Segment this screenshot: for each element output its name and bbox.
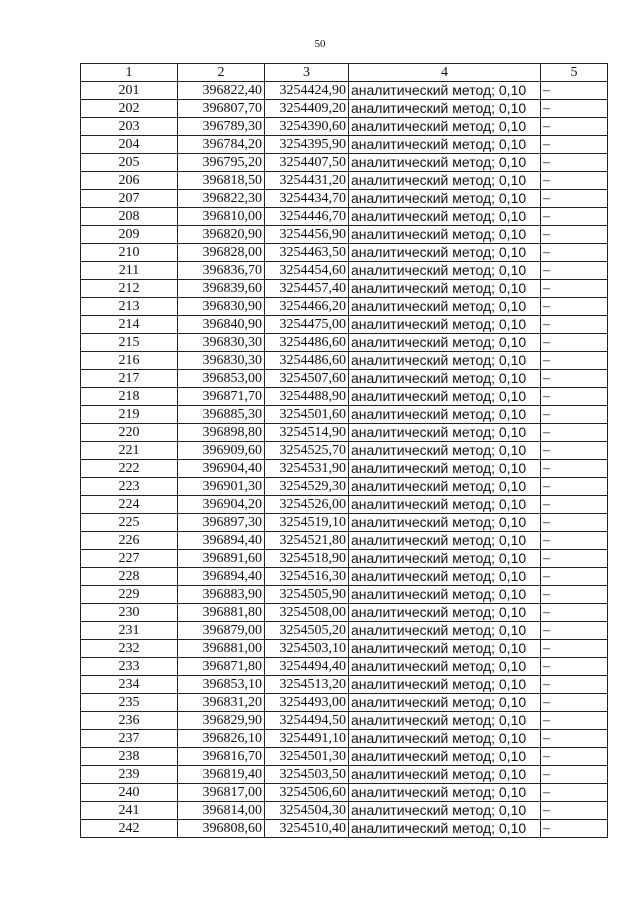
table-row [81, 154, 608, 172]
point-number-cell: 223 [81, 478, 178, 496]
x-coordinate-cell: 396836,70 [178, 262, 265, 280]
x-coordinate-cell: 396885,30 [178, 406, 265, 424]
method-accuracy-cell: аналитический метод; 0,10 [349, 406, 541, 424]
table-row [81, 730, 608, 748]
x-coordinate-cell: 396853,00 [178, 370, 265, 388]
table-row [81, 604, 608, 622]
table-row [81, 118, 608, 136]
method-accuracy-cell: аналитический метод; 0,10 [349, 262, 541, 280]
table-row [81, 298, 608, 316]
y-coordinate-cell: 3254424,90 [265, 82, 349, 100]
x-coordinate-cell: 396894,40 [178, 532, 265, 550]
method-accuracy-cell: аналитический метод; 0,10 [349, 658, 541, 676]
point-number-cell: 222 [81, 460, 178, 478]
error-cell: – [541, 280, 608, 298]
y-coordinate-cell: 3254521,80 [265, 532, 349, 550]
point-number-cell: 212 [81, 280, 178, 298]
point-number-cell: 220 [81, 424, 178, 442]
error-cell: – [541, 478, 608, 496]
method-accuracy-cell: аналитический метод; 0,10 [349, 622, 541, 640]
x-coordinate-cell: 396901,30 [178, 478, 265, 496]
y-coordinate-cell: 3254506,60 [265, 784, 349, 802]
table-body [81, 82, 608, 838]
x-coordinate-cell: 396909,60 [178, 442, 265, 460]
point-number-cell: 208 [81, 208, 178, 226]
method-accuracy-cell: аналитический метод; 0,10 [349, 766, 541, 784]
point-number-cell: 234 [81, 676, 178, 694]
method-accuracy-cell: аналитический метод; 0,10 [349, 712, 541, 730]
table-row [81, 784, 608, 802]
x-coordinate-cell: 396828,00 [178, 244, 265, 262]
x-coordinate-cell: 396808,60 [178, 820, 265, 838]
point-number-cell: 207 [81, 190, 178, 208]
point-number-cell: 229 [81, 586, 178, 604]
error-cell: – [541, 226, 608, 244]
table-row [81, 766, 608, 784]
y-coordinate-cell: 3254486,60 [265, 334, 349, 352]
y-coordinate-cell: 3254526,00 [265, 496, 349, 514]
error-cell: – [541, 658, 608, 676]
error-cell: – [541, 136, 608, 154]
point-number-cell: 210 [81, 244, 178, 262]
point-number-cell: 206 [81, 172, 178, 190]
x-coordinate-cell: 396795,20 [178, 154, 265, 172]
error-cell: – [541, 532, 608, 550]
error-cell: – [541, 604, 608, 622]
error-cell: – [541, 298, 608, 316]
table-row [81, 586, 608, 604]
method-accuracy-cell: аналитический метод; 0,10 [349, 640, 541, 658]
x-coordinate-cell: 396904,40 [178, 460, 265, 478]
header-col-5: 5 [541, 64, 608, 82]
error-cell: – [541, 568, 608, 586]
method-accuracy-cell: аналитический метод; 0,10 [349, 784, 541, 802]
point-number-cell: 239 [81, 766, 178, 784]
table-row [81, 802, 608, 820]
y-coordinate-cell: 3254519,10 [265, 514, 349, 532]
error-cell: – [541, 766, 608, 784]
point-number-cell: 230 [81, 604, 178, 622]
method-accuracy-cell: аналитический метод; 0,10 [349, 298, 541, 316]
y-coordinate-cell: 3254501,60 [265, 406, 349, 424]
y-coordinate-cell: 3254431,20 [265, 172, 349, 190]
error-cell: – [541, 586, 608, 604]
error-cell: – [541, 208, 608, 226]
point-number-cell: 233 [81, 658, 178, 676]
point-number-cell: 219 [81, 406, 178, 424]
error-cell: – [541, 172, 608, 190]
method-accuracy-cell: аналитический метод; 0,10 [349, 244, 541, 262]
x-coordinate-cell: 396814,00 [178, 802, 265, 820]
y-coordinate-cell: 3254395,90 [265, 136, 349, 154]
y-coordinate-cell: 3254488,90 [265, 388, 349, 406]
method-accuracy-cell: аналитический метод; 0,10 [349, 550, 541, 568]
y-coordinate-cell: 3254525,70 [265, 442, 349, 460]
error-cell: – [541, 190, 608, 208]
header-col-2: 2 [178, 64, 265, 82]
error-cell: – [541, 388, 608, 406]
table-row [81, 370, 608, 388]
table-row [81, 820, 608, 838]
method-accuracy-cell: аналитический метод; 0,10 [349, 208, 541, 226]
error-cell: – [541, 262, 608, 280]
y-coordinate-cell: 3254457,40 [265, 280, 349, 298]
x-coordinate-cell: 396830,30 [178, 334, 265, 352]
error-cell: – [541, 550, 608, 568]
table-row [81, 136, 608, 154]
x-coordinate-cell: 396871,70 [178, 388, 265, 406]
y-coordinate-cell: 3254493,00 [265, 694, 349, 712]
method-accuracy-cell: аналитический метод; 0,10 [349, 424, 541, 442]
y-coordinate-cell: 3254434,70 [265, 190, 349, 208]
x-coordinate-cell: 396894,40 [178, 568, 265, 586]
x-coordinate-cell: 396853,10 [178, 676, 265, 694]
table-row [81, 172, 608, 190]
error-cell: – [541, 820, 608, 838]
method-accuracy-cell: аналитический метод; 0,10 [349, 388, 541, 406]
point-number-cell: 237 [81, 730, 178, 748]
method-accuracy-cell: аналитический метод; 0,10 [349, 316, 541, 334]
y-coordinate-cell: 3254463,50 [265, 244, 349, 262]
x-coordinate-cell: 396820,90 [178, 226, 265, 244]
table-row [81, 352, 608, 370]
table-row [81, 460, 608, 478]
table-row [81, 316, 608, 334]
x-coordinate-cell: 396839,60 [178, 280, 265, 298]
table-row [81, 496, 608, 514]
y-coordinate-cell: 3254531,90 [265, 460, 349, 478]
error-cell: – [541, 676, 608, 694]
error-cell: – [541, 802, 608, 820]
point-number-cell: 202 [81, 100, 178, 118]
error-cell: – [541, 316, 608, 334]
x-coordinate-cell: 396883,90 [178, 586, 265, 604]
y-coordinate-cell: 3254518,90 [265, 550, 349, 568]
y-coordinate-cell: 3254409,20 [265, 100, 349, 118]
table-row [81, 442, 608, 460]
table-row [81, 676, 608, 694]
method-accuracy-cell: аналитический метод; 0,10 [349, 676, 541, 694]
point-number-cell: 213 [81, 298, 178, 316]
y-coordinate-cell: 3254504,30 [265, 802, 349, 820]
y-coordinate-cell: 3254491,10 [265, 730, 349, 748]
y-coordinate-cell: 3254503,50 [265, 766, 349, 784]
x-coordinate-cell: 396830,30 [178, 352, 265, 370]
method-accuracy-cell: аналитический метод; 0,10 [349, 532, 541, 550]
point-number-cell: 231 [81, 622, 178, 640]
method-accuracy-cell: аналитический метод; 0,10 [349, 694, 541, 712]
x-coordinate-cell: 396817,00 [178, 784, 265, 802]
y-coordinate-cell: 3254514,90 [265, 424, 349, 442]
table-row [81, 694, 608, 712]
point-number-cell: 205 [81, 154, 178, 172]
method-accuracy-cell: аналитический метод; 0,10 [349, 442, 541, 460]
point-number-cell: 214 [81, 316, 178, 334]
method-accuracy-cell: аналитический метод; 0,10 [349, 820, 541, 838]
method-accuracy-cell: аналитический метод; 0,10 [349, 226, 541, 244]
y-coordinate-cell: 3254507,60 [265, 370, 349, 388]
point-number-cell: 225 [81, 514, 178, 532]
error-cell: – [541, 622, 608, 640]
table-row [81, 514, 608, 532]
point-number-cell: 215 [81, 334, 178, 352]
method-accuracy-cell: аналитический метод; 0,10 [349, 154, 541, 172]
error-cell: – [541, 748, 608, 766]
table-row [81, 226, 608, 244]
x-coordinate-cell: 396822,30 [178, 190, 265, 208]
x-coordinate-cell: 396810,00 [178, 208, 265, 226]
method-accuracy-cell: аналитический метод; 0,10 [349, 496, 541, 514]
error-cell: – [541, 694, 608, 712]
table-row [81, 550, 608, 568]
table-row [81, 388, 608, 406]
table-row [81, 262, 608, 280]
method-accuracy-cell: аналитический метод; 0,10 [349, 604, 541, 622]
y-coordinate-cell: 3254407,50 [265, 154, 349, 172]
method-accuracy-cell: аналитический метод; 0,10 [349, 514, 541, 532]
y-coordinate-cell: 3254516,30 [265, 568, 349, 586]
method-accuracy-cell: аналитический метод; 0,10 [349, 478, 541, 496]
error-cell: – [541, 460, 608, 478]
method-accuracy-cell: аналитический метод; 0,10 [349, 370, 541, 388]
error-cell: – [541, 154, 608, 172]
method-accuracy-cell: аналитический метод; 0,10 [349, 82, 541, 100]
table-row [81, 280, 608, 298]
y-coordinate-cell: 3254510,40 [265, 820, 349, 838]
x-coordinate-cell: 396891,60 [178, 550, 265, 568]
table-row [81, 748, 608, 766]
coordinates-table [80, 63, 608, 838]
header-row [81, 64, 608, 82]
table-row [81, 190, 608, 208]
table-row [81, 406, 608, 424]
header-col-4: 4 [349, 64, 541, 82]
x-coordinate-cell: 396784,20 [178, 136, 265, 154]
point-number-cell: 241 [81, 802, 178, 820]
x-coordinate-cell: 396881,80 [178, 604, 265, 622]
x-coordinate-cell: 396819,40 [178, 766, 265, 784]
method-accuracy-cell: аналитический метод; 0,10 [349, 802, 541, 820]
method-accuracy-cell: аналитический метод; 0,10 [349, 460, 541, 478]
method-accuracy-cell: аналитический метод; 0,10 [349, 190, 541, 208]
error-cell: – [541, 352, 608, 370]
table-row [81, 100, 608, 118]
x-coordinate-cell: 396789,30 [178, 118, 265, 136]
point-number-cell: 224 [81, 496, 178, 514]
x-coordinate-cell: 396831,20 [178, 694, 265, 712]
x-coordinate-cell: 396881,00 [178, 640, 265, 658]
y-coordinate-cell: 3254446,70 [265, 208, 349, 226]
method-accuracy-cell: аналитический метод; 0,10 [349, 100, 541, 118]
error-cell: – [541, 118, 608, 136]
x-coordinate-cell: 396818,50 [178, 172, 265, 190]
method-accuracy-cell: аналитический метод; 0,10 [349, 730, 541, 748]
y-coordinate-cell: 3254505,90 [265, 586, 349, 604]
error-cell: – [541, 712, 608, 730]
method-accuracy-cell: аналитический метод; 0,10 [349, 280, 541, 298]
point-number-cell: 228 [81, 568, 178, 586]
y-coordinate-cell: 3254494,40 [265, 658, 349, 676]
error-cell: – [541, 424, 608, 442]
error-cell: – [541, 82, 608, 100]
method-accuracy-cell: аналитический метод; 0,10 [349, 352, 541, 370]
point-number-cell: 226 [81, 532, 178, 550]
point-number-cell: 217 [81, 370, 178, 388]
x-coordinate-cell: 396829,90 [178, 712, 265, 730]
y-coordinate-cell: 3254529,30 [265, 478, 349, 496]
x-coordinate-cell: 396816,70 [178, 748, 265, 766]
table-row [81, 640, 608, 658]
x-coordinate-cell: 396897,30 [178, 514, 265, 532]
y-coordinate-cell: 3254513,20 [265, 676, 349, 694]
x-coordinate-cell: 396840,90 [178, 316, 265, 334]
y-coordinate-cell: 3254456,90 [265, 226, 349, 244]
method-accuracy-cell: аналитический метод; 0,10 [349, 334, 541, 352]
y-coordinate-cell: 3254454,60 [265, 262, 349, 280]
y-coordinate-cell: 3254503,10 [265, 640, 349, 658]
method-accuracy-cell: аналитический метод; 0,10 [349, 172, 541, 190]
error-cell: – [541, 406, 608, 424]
table-row [81, 532, 608, 550]
table-row [81, 424, 608, 442]
error-cell: – [541, 514, 608, 532]
y-coordinate-cell: 3254508,00 [265, 604, 349, 622]
point-number-cell: 235 [81, 694, 178, 712]
point-number-cell: 216 [81, 352, 178, 370]
table-row [81, 334, 608, 352]
error-cell: – [541, 496, 608, 514]
header-col-1: 1 [81, 64, 178, 82]
y-coordinate-cell: 3254390,60 [265, 118, 349, 136]
y-coordinate-cell: 3254501,30 [265, 748, 349, 766]
y-coordinate-cell: 3254466,20 [265, 298, 349, 316]
point-number-cell: 242 [81, 820, 178, 838]
x-coordinate-cell: 396898,80 [178, 424, 265, 442]
error-cell: – [541, 100, 608, 118]
error-cell: – [541, 370, 608, 388]
page-number: 50 [314, 38, 326, 50]
table-row [81, 478, 608, 496]
method-accuracy-cell: аналитический метод; 0,10 [349, 568, 541, 586]
point-number-cell: 240 [81, 784, 178, 802]
table-row [81, 658, 608, 676]
point-number-cell: 201 [81, 82, 178, 100]
y-coordinate-cell: 3254475,00 [265, 316, 349, 334]
y-coordinate-cell: 3254486,60 [265, 352, 349, 370]
error-cell: – [541, 244, 608, 262]
table-row [81, 712, 608, 730]
x-coordinate-cell: 396879,00 [178, 622, 265, 640]
point-number-cell: 238 [81, 748, 178, 766]
y-coordinate-cell: 3254494,50 [265, 712, 349, 730]
point-number-cell: 209 [81, 226, 178, 244]
x-coordinate-cell: 396904,20 [178, 496, 265, 514]
method-accuracy-cell: аналитический метод; 0,10 [349, 136, 541, 154]
point-number-cell: 203 [81, 118, 178, 136]
point-number-cell: 221 [81, 442, 178, 460]
point-number-cell: 236 [81, 712, 178, 730]
point-number-cell: 211 [81, 262, 178, 280]
x-coordinate-cell: 396822,40 [178, 82, 265, 100]
x-coordinate-cell: 396830,90 [178, 298, 265, 316]
error-cell: – [541, 442, 608, 460]
table-row [81, 208, 608, 226]
table-row [81, 82, 608, 100]
point-number-cell: 232 [81, 640, 178, 658]
x-coordinate-cell: 396826,10 [178, 730, 265, 748]
point-number-cell: 227 [81, 550, 178, 568]
method-accuracy-cell: аналитический метод; 0,10 [349, 118, 541, 136]
x-coordinate-cell: 396871,80 [178, 658, 265, 676]
method-accuracy-cell: аналитический метод; 0,10 [349, 748, 541, 766]
table-row [81, 244, 608, 262]
point-number-cell: 218 [81, 388, 178, 406]
point-number-cell: 204 [81, 136, 178, 154]
y-coordinate-cell: 3254505,20 [265, 622, 349, 640]
error-cell: – [541, 334, 608, 352]
error-cell: – [541, 730, 608, 748]
table-row [81, 622, 608, 640]
x-coordinate-cell: 396807,70 [178, 100, 265, 118]
header-col-3: 3 [265, 64, 349, 82]
error-cell: – [541, 784, 608, 802]
table-row [81, 568, 608, 586]
method-accuracy-cell: аналитический метод; 0,10 [349, 586, 541, 604]
error-cell: – [541, 640, 608, 658]
